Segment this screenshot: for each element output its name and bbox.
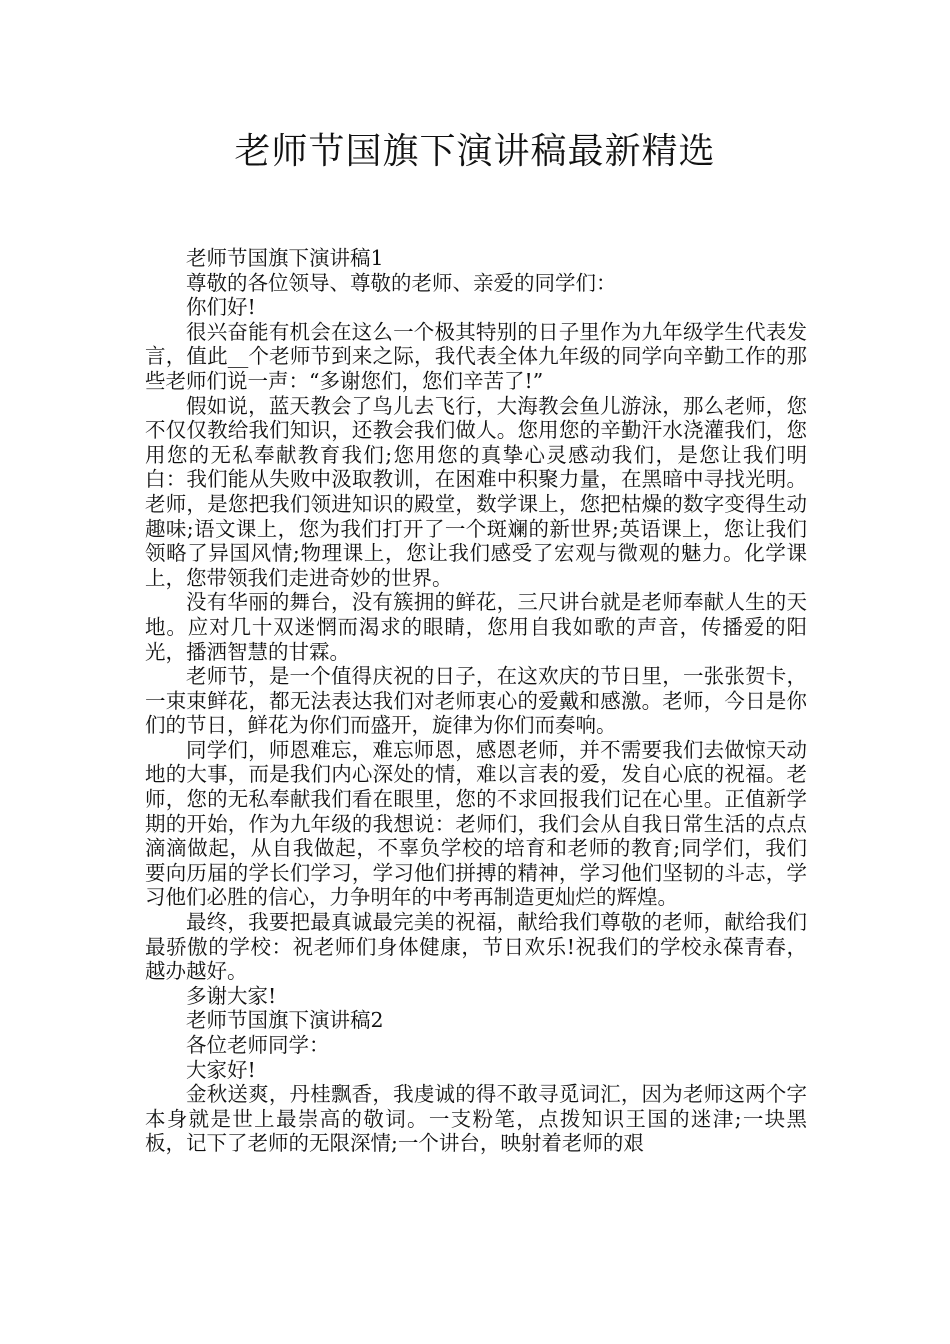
paragraph: 最终，我要把最真诚最完美的祝福，献给我们尊敬的老师，献给我们最骄傲的学校：祝老师们身体健康，节日欢乐!祝我们的学校永葆青春，越办越好。 [145,910,807,984]
section-heading-1: 老师节国旗下演讲稿1 [186,246,384,270]
salutation: 尊敬的各位领导、尊敬的老师、亲爱的同学们： [186,270,617,295]
paragraph: 金秋送爽，丹桂飘香，我虔诚的得不敢寻觅词汇，因为老师这两个字本身就是世上最崇高的敬词。一支粉笔，点拨知识王国的迷津;一块黑板，记下了老师的无限深情;一个讲台，映射着老师的艰 [145,1082,807,1156]
paragraph: 老师节，是一个值得庆祝的日子，在这欢庆的节日里，一张张贺卡，一束束鲜花，都无法表达我们对老师衷心的爱戴和感激。老师，今日是你们的节日，鲜花为你们而盛开，旋律为你们而奏响。 [145,664,807,738]
document-body [145,246,807,1156]
closing: 多谢大家! [186,983,277,1008]
salutation: 各位老师同学： [186,1033,330,1057]
greeting: 大家好! [186,1057,256,1082]
paragraph: 很兴奋能有机会在这么一个极其特别的日子里作为九年级学生代表发言，值此__个老师节到来之际，我代表全体九年级的同学向辛勤工作的那些老师们说一声：“多谢您们，您们辛苦了!” [145,319,807,393]
greeting: 你们好! [186,295,256,320]
paragraph: 假如说，蓝天教会了鸟儿去飞行，大海教会鱼儿游泳，那么老师，您不仅仅教给我们知识，还教会我们做人。您用您的辛勤汗水浇灌我们，您用您的无私奉献教育我们;您用您的真挚心灵感动我们，是您让我们明白：我们能从失败中汲取教训，在困难中积聚力量，在黑暗中寻找光明。老师，是您把我们领进知识的殿堂，数学课上，您把枯燥的数字变得生动趣味;语文课上，您为我们打开了一个斑斓的新世界;英语课上，您让我们领略了异国风情;物理课上，您让我们感受了宏观与微观的魅力。化学课上，您带领我们走进奇妙的世界。 [145,393,807,590]
document-title: 老师节国旗下演讲稿最新精选 [234,131,716,172]
section-heading-2: 老师节国旗下演讲稿2 [186,1008,384,1033]
paragraph: 同学们，师恩难忘，难忘师恩，感恩老师，并不需要我们去做惊天动地的大事，而是我们内心深处的情，难以言表的爱，发自心底的祝福。老师，您的无私奉献我们看在眼里，您的不求回报我们记在心里。正值新学期的开始，作为九年级的我想说：老师们，我们会从自我日常生活的点点滴滴做起，从自我做起，不辜负学校的培育和老师的教育;同学们，我们要向历届的学长们学习，学习他们拼搏的精神，学习他们坚韧的斗志，学习他们必胜的信心，力争明年的中考再制造更灿烂的辉煌。 [145,737,807,910]
paragraph: 没有华丽的舞台，没有簇拥的鲜花，三尺讲台就是老师奉献人生的天地。应对几十双迷惘而渴求的眼睛，您用自我如歌的声音，传播爱的阳光，播洒智慧的甘霖。 [145,590,807,664]
